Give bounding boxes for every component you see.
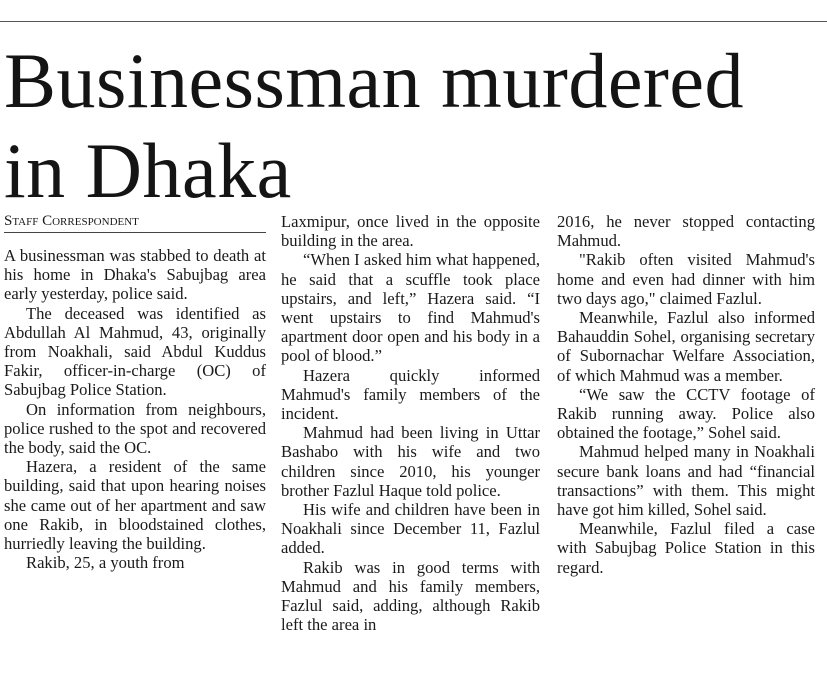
paragraph: Meanwhile, Fazlul also informed Bahauddin Sohel, organising secretary of Subornachar Welfare Association, of which Mahmud was a member. [557,308,815,385]
paragraph: Hazera quickly informed Mahmud's family members of the incident. [281,365,540,424]
paragraph: Hazera, a resident of the same building, said that upon hearing noises she came out of her apartment and saw one Rakib, in bloodstained clothes, hurriedly leaving the building. [4,457,266,554]
paragraph: Rakib was in good terms with Mahmud and his family members, Fazlul said, adding, although Rakib left the area in [281,557,540,635]
headline: Businessman murdered in Dhaka [4,37,745,214]
column-1 [4,246,266,572]
paragraph: 2016, he never stopped contacting Mahmud. [557,212,815,251]
paragraph: The deceased was identified as Abdullah Al Mahmud, 43, originally from Noakhali, said Abdul Kuddus Fakir, officer-in-charge (OC) of Sabujbag Police Station. [4,303,266,400]
paragraph: “When I asked him what happened, he said that a scuffle took place upstairs, and left,” Hazera said. “I went upstairs to find Mahmud's apartment door open and his body in a pool of blood.” [281,250,540,366]
byline: Staff Correspondent [4,213,139,229]
column-3 [557,212,815,577]
byline-rule [4,232,266,233]
top-rule [0,21,827,22]
paragraph: Laxmipur, once lived in the opposite building in the area. [281,212,540,251]
paragraph: Mahmud had been living in Uttar Bashabo with his wife and two children since 2010, his younger brother Fazlul Haque told police. [281,423,540,500]
paragraph: "Rakib often visited Mahmud's home and even had dinner with him two days ago," claimed Fazlul. [557,250,815,308]
paragraph: “We saw the CCTV footage of Rakib running away. Police also obtained the footage,” Sohel said. [557,384,815,443]
paragraph: Rakib, 25, a youth from [26,553,185,573]
byline-block [4,212,266,233]
paragraph: His wife and children have been in Noakhali since December 11, Fazlul added. [281,500,540,558]
paragraph: Mahmud helped many in Noakhali secure bank loans and had “financial transactions” with them. This might have got him killed, Sohel said. [557,442,815,520]
column-2 [281,212,540,634]
paragraph: A businessman was stabbed to death at his home in Dhaka's Sabujbag area early yesterday, police said. [4,246,266,304]
paragraph: Meanwhile, Fazlul filed a case with Sabujbag Police Station in this regard. [557,519,815,577]
paragraph: On information from neighbours, police rushed to the spot and recovered the body, said the OC. [4,399,266,458]
